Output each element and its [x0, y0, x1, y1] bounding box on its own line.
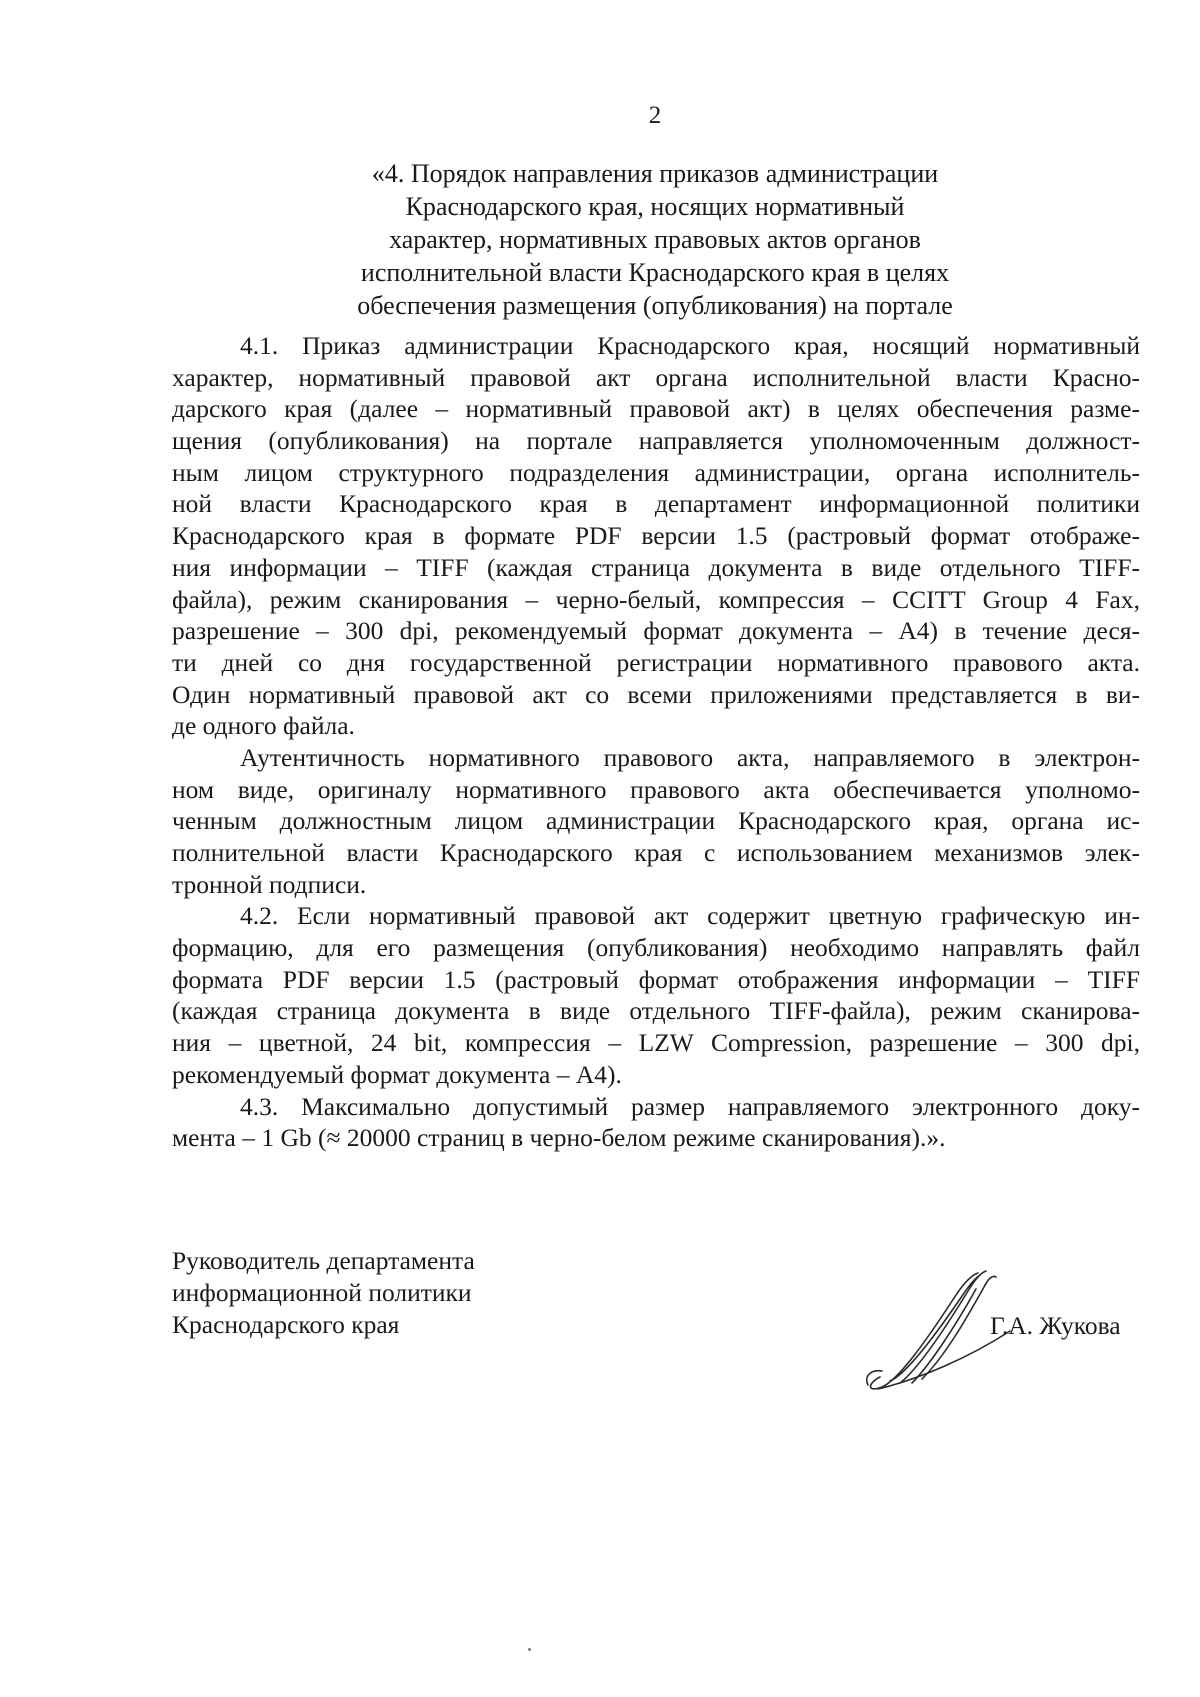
- document-body: [172, 330, 1140, 1154]
- text-line: (каждая страница документа в виде отдельного TIFF-файла), режим сканирова-: [172, 996, 1140, 1026]
- text-line: рекомендуемый формат документа – А4).: [172, 1059, 622, 1089]
- paragraph-4-2: [172, 900, 1140, 1090]
- text-line: 4.2. Если нормативный правовой акт содержит цветную графическую ин-: [240, 901, 1140, 931]
- text-line: тронной подписи.: [172, 869, 367, 899]
- text-line: ти дней со дня государственной регистрации нормативного правового акта.: [172, 647, 1140, 677]
- text-line: Краснодарского края в формате PDF версии 1.5 (растровый формат отображе-: [172, 521, 1140, 551]
- page-number: 2: [648, 102, 662, 129]
- paragraph-4-1: [172, 330, 1140, 742]
- position-line: Краснодарского края: [172, 1310, 400, 1339]
- text-line: Один нормативный правовой акт со всеми приложениями представляется в ви-: [172, 679, 1140, 709]
- section-heading: [340, 157, 970, 322]
- heading-line: «4. Порядок направления приказов администрации: [371, 159, 939, 188]
- text-line: 4.1. Приказ администрации Краснодарского края, носящий нормативный: [240, 331, 1140, 360]
- text-line: 4.3. Максимально допустимый размер направляемого электронного доку-: [240, 1091, 1140, 1121]
- position-line: Руководитель департамента: [172, 1246, 475, 1275]
- signatory-position: [172, 1245, 475, 1341]
- signer-name: Г.А. Жукова: [990, 1311, 1121, 1340]
- position-line: информационной политики: [172, 1278, 472, 1307]
- text-line: ной власти Краснодарского края в департамент информационной политики: [172, 489, 1140, 519]
- text-line: де одного файла.: [172, 711, 355, 741]
- text-line: полнительной власти Краснодарского края с использованием механизмов элек-: [172, 838, 1140, 867]
- text-line: разрешение – 300 dpi, рекомендуемый формат документа – А4) в течение деся-: [172, 616, 1140, 646]
- heading-line: исполнительной власти Краснодарского края в целях: [360, 258, 950, 287]
- text-line: Аутентичность нормативного правового акта, направляемого в электрон-: [240, 742, 1140, 772]
- text-line: формата PDF версии 1.5 (растровый формат отображения информации – TIFF: [172, 964, 1140, 994]
- text-line: ном виде, оригиналу нормативного правового акта обеспечивается уполномо-: [172, 774, 1140, 804]
- paragraph-4-3: [172, 1091, 1140, 1154]
- text-line: формацию, для его размещения (опубликования) необходимо направлять файл: [172, 933, 1140, 963]
- text-line: характер, нормативный правовой акт органа исполнительной власти Красно-: [172, 362, 1140, 392]
- text-line: файла), режим сканирования – черно-белый, компрессия – CCITT Group 4 Fax,: [172, 584, 1140, 614]
- text-line: дарского края (далее – нормативный правовой акт) в целях обеспечения разме-: [172, 394, 1140, 424]
- text-line: щения (опубликования) на портале направляется уполномоченным должност-: [172, 426, 1140, 456]
- heading-line: обеспечения размещения (опубликования) на портале: [357, 291, 953, 320]
- paragraph-authenticity: [172, 742, 1140, 900]
- heading-line: характер, нормативных правовых актов органов: [389, 225, 921, 254]
- text-line: ния информации – TIFF (каждая страница документа в виде отдельного TIFF-: [172, 552, 1140, 582]
- text-line: ченным должностным лицом администрации Краснодарского края, органа ис-: [172, 806, 1140, 836]
- text-line: ным лицом структурного подразделения администрации, органа исполнитель-: [172, 457, 1140, 487]
- heading-line: Краснодарского края, носящих нормативный: [405, 192, 905, 221]
- text-line: ния – цветной, 24 bit, компрессия – LZW Compression, разрешение – 300 dpi,: [172, 1028, 1140, 1058]
- scan-artifact: [528, 1648, 531, 1651]
- text-line: мента – 1 Gb (≈ 20000 страниц в черно-белом режиме сканирования).».: [172, 1123, 946, 1153]
